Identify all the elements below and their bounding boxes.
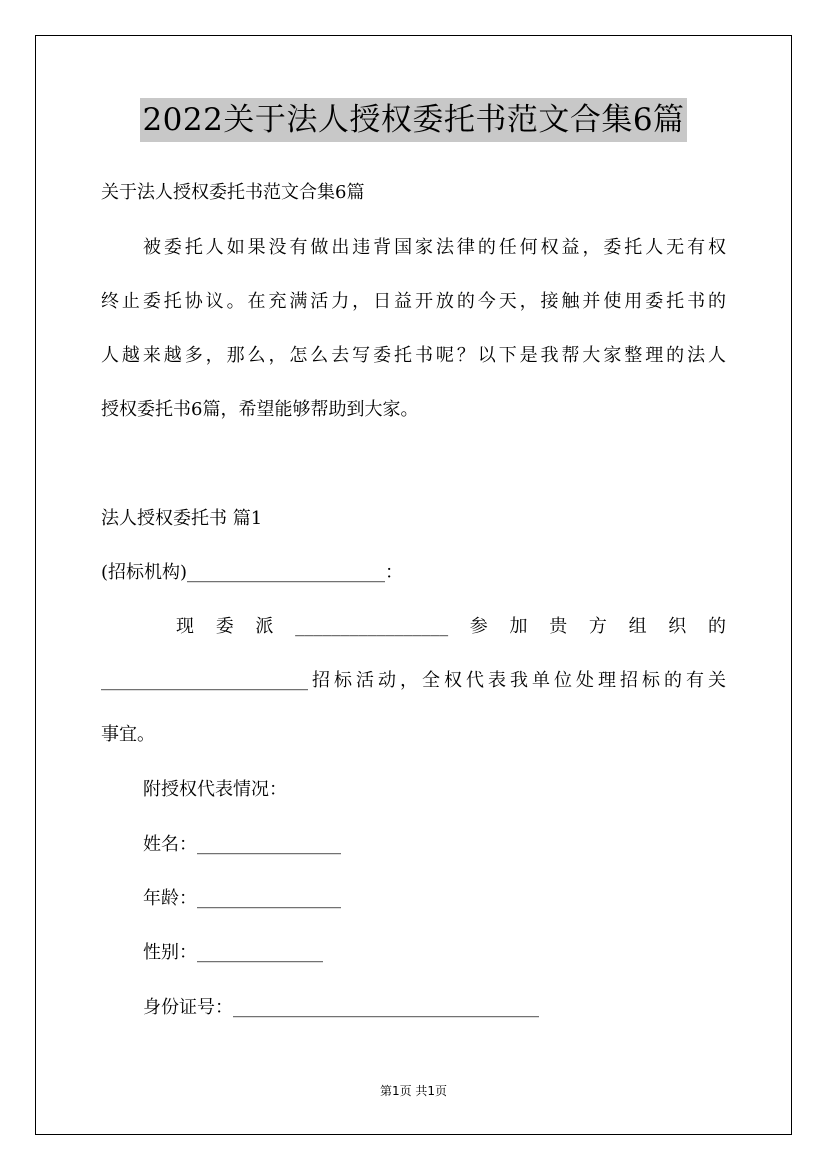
addressee-line: (招标机构)______________________： [101,562,404,583]
field-age: 年龄：________________ [143,888,341,909]
intro-line-3: 人越来越多，那么，怎么去写委托书呢？以下是我帮大家整理的法人 [101,345,726,366]
attachment-heading: 附授权代表情况： [143,779,287,800]
page-footer: 第1页 共1页 [379,1084,448,1098]
section-heading: 法人授权委托书 篇1 [101,508,263,529]
document-title: 2022关于法人授权委托书范文合集6篇 [140,98,686,142]
body-line-3: 事宜。 [101,724,155,745]
body-line-1: 现委派_________________参加贵方组织的 [176,616,726,637]
field-gender: 性别：______________ [143,942,323,963]
field-name: 姓名：________________ [143,834,341,855]
document-subtitle: 关于法人授权委托书范文合集6篇 [101,182,365,203]
body-line-2: _______________________招标活动，全权代表我单位处理招标的有关 [101,670,726,691]
intro-line-1: 被委托人如果没有做出违背国家法律的任何权益，委托人无有权 [143,237,726,258]
field-id-number: 身份证号：__________________________________ [143,997,539,1018]
intro-line-2: 终止委托协议。在充满活力，日益开放的今天，接触并使用委托书的 [101,291,726,312]
intro-line-4: 授权委托书6篇，希望能够帮助到大家。 [101,399,419,420]
